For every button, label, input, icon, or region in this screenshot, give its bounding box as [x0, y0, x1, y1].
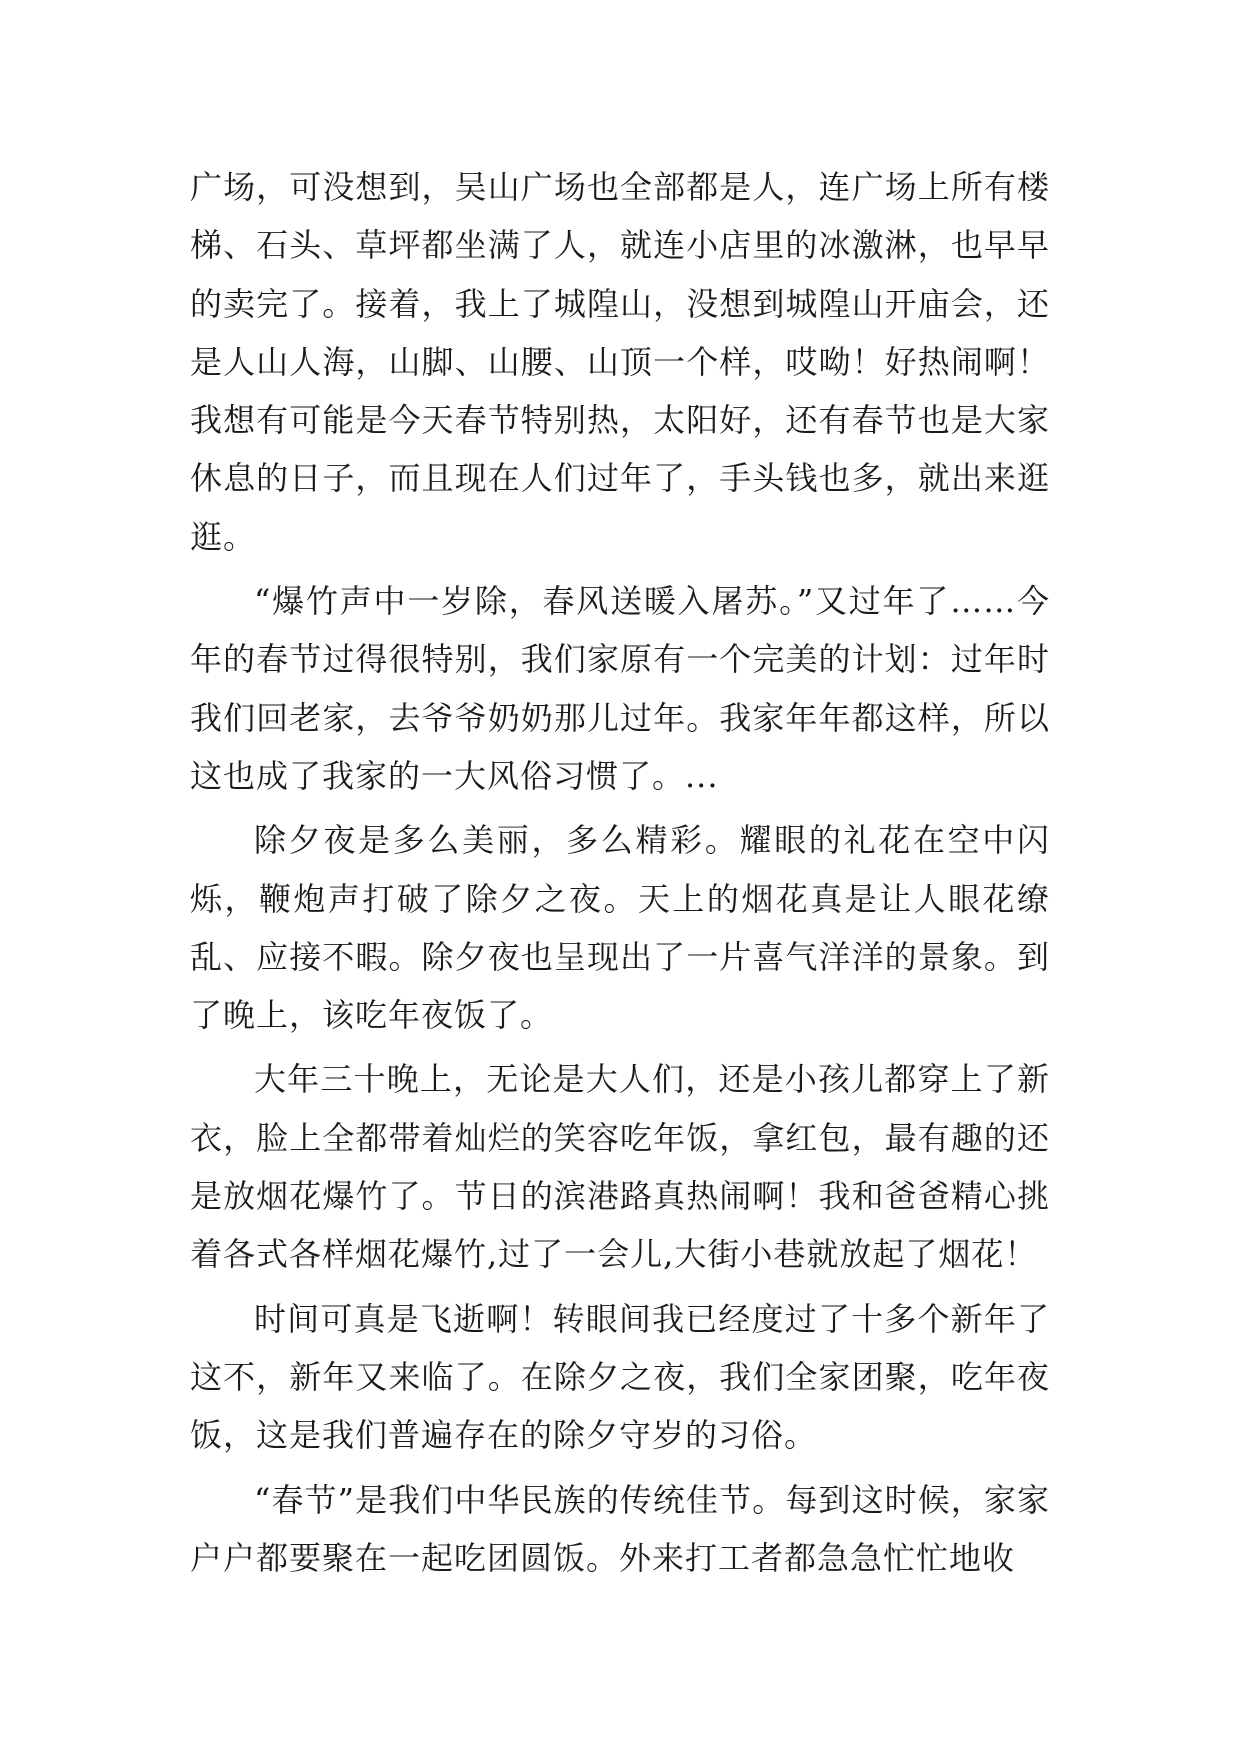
paragraph-5: 时间可真是飞逝啊！转眼间我已经度过了十多个新年了这不，新年又来临了。在除夕之夜，我们全家团聚，吃年夜饭，这是我们普遍存在的除夕守岁的习俗。: [190, 1299, 1050, 1455]
paragraph-1: 广场，可没想到，吴山广场也全部都是人，连广场上所有楼梯、石头、草坪都坐满了人，就连小店里的冰激淋，也早早的卖完了。接着，我上了城隍山，没想到城隍山开庙会，还是人山人海，山脚、山腰、山顶一个样，哎呦！好热闹啊！我想有可能是今天春节特别热，太阳好，还有春节也是大家休息的日子，而且现在人们过年了，手头钱也多，就出来逛逛。: [190, 168, 1050, 556]
paragraph-4: 大年三十晚上，无论是大人们，还是小孩儿都穿上了新衣，脸上全都带着灿烂的笑容吃年饭，拿红包，最有趣的还是放烟花爆竹了。节日的滨港路真热闹啊！我和爸爸精心挑着各式各样烟花爆竹,过了一会儿,大街小巷就放起了烟花！: [190, 1060, 1050, 1274]
paragraph-3: 除夕夜是多么美丽，多么精彩。耀眼的礼花在空中闪烁，鞭炮声打破了除夕之夜。天上的烟花真是让人眼花缭乱、应接不暇。除夕夜也呈现出了一片喜气洋洋的景象。到了晚上，该吃年夜饭了。: [190, 821, 1050, 1035]
paragraph-6: “春节”是我们中华民族的传统佳节。每到这时候，家家户户都要聚在一起吃团圆饭。外来打工者都急急忙忙地收: [190, 1480, 1050, 1577]
document-body: [190, 158, 1050, 1587]
paragraph-2: “爆竹声中一岁除，春风送暖入屠苏。”又过年了……今年的春节过得很特别，我们家原有一个完美的计划：过年时我们回老家，去爷爷奶奶那儿过年。我家年年都这样，所以这也成了我家的一大风俗习惯了。...: [190, 582, 1050, 795]
